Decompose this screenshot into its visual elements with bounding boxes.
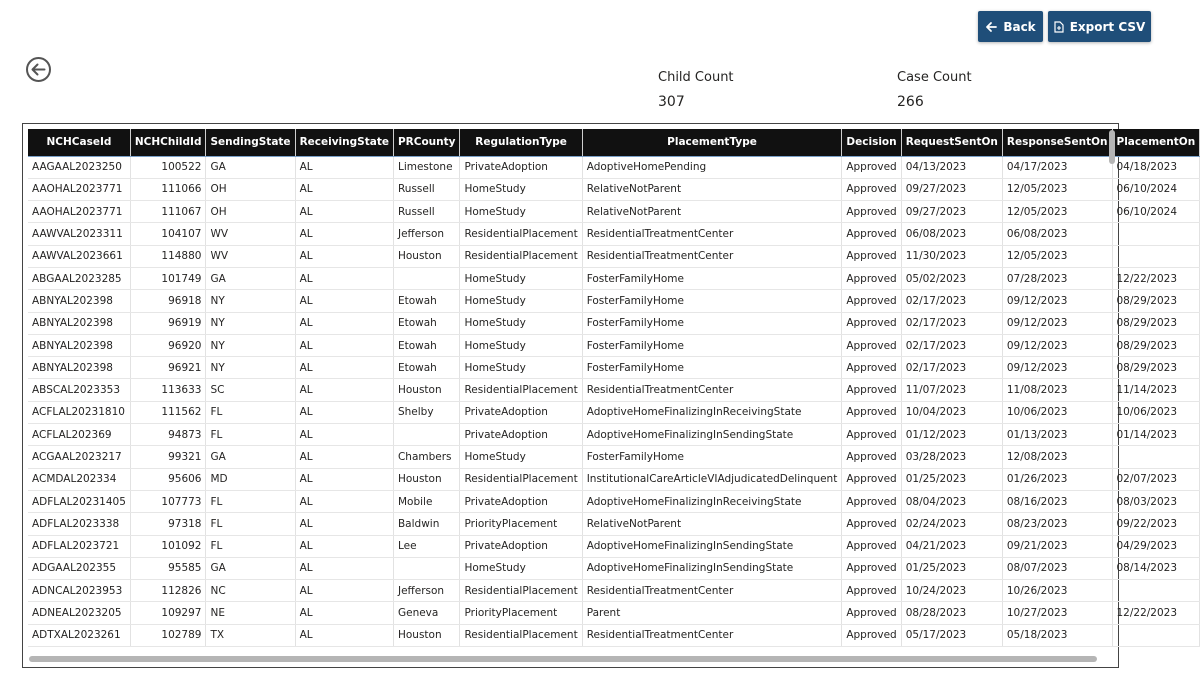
table-cell: HomeStudy xyxy=(460,334,582,356)
table-cell: FL xyxy=(206,424,295,446)
table-cell: AAOHAL2023771 xyxy=(28,178,130,200)
table-cell: AdoptiveHomePending xyxy=(582,156,842,178)
table-cell xyxy=(393,424,460,446)
table-cell: NY xyxy=(206,357,295,379)
table-cell: AL xyxy=(295,290,393,312)
table-cell: 09/27/2023 xyxy=(901,178,1002,200)
table-cell: AL xyxy=(295,201,393,223)
table-cell: Approved xyxy=(842,401,901,423)
table-cell: 96919 xyxy=(130,312,206,334)
table-cell: FL xyxy=(206,490,295,512)
column-header-receivingstate[interactable]: ReceivingState xyxy=(295,129,393,156)
table-cell: 96921 xyxy=(130,357,206,379)
table-cell: Approved xyxy=(842,557,901,579)
table-row[interactable] xyxy=(28,468,1200,490)
table-cell: 04/18/2023 xyxy=(1112,156,1200,178)
table-cell: 08/03/2023 xyxy=(1112,490,1200,512)
table-cell: InstitutionalCareArticleVIAdjudicatedDelinquent xyxy=(582,468,842,490)
table-cell: AL xyxy=(295,557,393,579)
table-cell: HomeStudy xyxy=(460,557,582,579)
back-button-label: Back xyxy=(1003,19,1036,34)
table-cell: AL xyxy=(295,580,393,602)
table-cell: ADNEAL2023205 xyxy=(28,602,130,624)
table-cell: 08/14/2023 xyxy=(1112,557,1200,579)
table-cell: 10/24/2023 xyxy=(901,580,1002,602)
table-cell: 97318 xyxy=(130,513,206,535)
table-cell: AL xyxy=(295,624,393,646)
table-cell: Approved xyxy=(842,468,901,490)
table-row[interactable] xyxy=(28,312,1200,334)
table-cell: PrivateAdoption xyxy=(460,401,582,423)
table-cell: Approved xyxy=(842,357,901,379)
table-cell: Approved xyxy=(842,312,901,334)
table-cell: 06/10/2024 xyxy=(1112,201,1200,223)
table-cell: 12/05/2023 xyxy=(1002,178,1112,200)
table-cell: AL xyxy=(295,357,393,379)
table-header-row xyxy=(28,129,1200,156)
table-cell: Approved xyxy=(842,424,901,446)
table-cell: 102789 xyxy=(130,624,206,646)
table-cell: 02/17/2023 xyxy=(901,312,1002,334)
table-cell: GA xyxy=(206,557,295,579)
table-cell: AL xyxy=(295,490,393,512)
table-cell: ResidentialTreatmentCenter xyxy=(582,580,842,602)
table-cell: 08/28/2023 xyxy=(901,602,1002,624)
table-cell: GA xyxy=(206,156,295,178)
table-cell: 101092 xyxy=(130,535,206,557)
table-cell: Lee xyxy=(393,535,460,557)
table-cell: FL xyxy=(206,401,295,423)
table-cell: Approved xyxy=(842,223,901,245)
table-row[interactable] xyxy=(28,580,1200,602)
table-cell: FosterFamilyHome xyxy=(582,290,842,312)
table-cell: Geneva xyxy=(393,602,460,624)
table-cell: 01/12/2023 xyxy=(901,424,1002,446)
table-cell: 01/14/2023 xyxy=(1112,424,1200,446)
table-cell: 11/08/2023 xyxy=(1002,379,1112,401)
table-cell: Approved xyxy=(842,446,901,468)
column-header-sendingstate[interactable]: SendingState xyxy=(206,129,295,156)
table-cell: HomeStudy xyxy=(460,267,582,289)
table-cell: 08/23/2023 xyxy=(1002,513,1112,535)
table-cell: ResidentialTreatmentCenter xyxy=(582,223,842,245)
child-count-card xyxy=(658,70,734,110)
table-cell: Approved xyxy=(842,624,901,646)
table-cell: Houston xyxy=(393,245,460,267)
table-cell: AL xyxy=(295,312,393,334)
table-cell: Jefferson xyxy=(393,580,460,602)
table-cell: AL xyxy=(295,267,393,289)
table-cell: 04/29/2023 xyxy=(1112,535,1200,557)
table-cell: Approved xyxy=(842,290,901,312)
vertical-scrollbar[interactable] xyxy=(1109,130,1115,164)
table-cell: 09/12/2023 xyxy=(1002,290,1112,312)
table-cell: Chambers xyxy=(393,446,460,468)
table-cell: 09/22/2023 xyxy=(1112,513,1200,535)
column-header-regulationtype[interactable]: RegulationType xyxy=(460,129,582,156)
table-cell: RelativeNotParent xyxy=(582,513,842,535)
table-cell: 99321 xyxy=(130,446,206,468)
table-cell: 01/25/2023 xyxy=(901,557,1002,579)
table-row[interactable] xyxy=(28,267,1200,289)
table-cell: 08/29/2023 xyxy=(1112,312,1200,334)
table-cell: 101749 xyxy=(130,267,206,289)
table-cell: HomeStudy xyxy=(460,201,582,223)
table-cell: 06/08/2023 xyxy=(1002,223,1112,245)
table-cell: Baldwin xyxy=(393,513,460,535)
back-button[interactable] xyxy=(978,11,1043,42)
table-cell: ResidentialPlacement xyxy=(460,468,582,490)
table-cell xyxy=(393,267,460,289)
export-csv-button[interactable] xyxy=(1048,11,1151,42)
table-row[interactable] xyxy=(28,513,1200,535)
table-cell: ABNYAL202398 xyxy=(28,312,130,334)
table-cell: FosterFamilyHome xyxy=(582,312,842,334)
column-header-placementtype[interactable]: PlacementType xyxy=(582,129,842,156)
table-cell: ResidentialPlacement xyxy=(460,624,582,646)
table-cell: 02/17/2023 xyxy=(901,334,1002,356)
table-cell: Approved xyxy=(842,513,901,535)
table-cell: 12/05/2023 xyxy=(1002,245,1112,267)
table-cell: 11/07/2023 xyxy=(901,379,1002,401)
table-cell: 112826 xyxy=(130,580,206,602)
table-cell: ResidentialTreatmentCenter xyxy=(582,379,842,401)
horizontal-scrollbar[interactable] xyxy=(29,656,1097,662)
table-cell: RelativeNotParent xyxy=(582,178,842,200)
table-cell: AL xyxy=(295,334,393,356)
table-cell: GA xyxy=(206,267,295,289)
table-cell: 11/14/2023 xyxy=(1112,379,1200,401)
table-row[interactable] xyxy=(28,379,1200,401)
table-cell: HomeStudy xyxy=(460,357,582,379)
table-cell: ADFLAL2023338 xyxy=(28,513,130,535)
table-cell: PriorityPlacement xyxy=(460,513,582,535)
table-cell: AAWVAL2023311 xyxy=(28,223,130,245)
column-header-requestsenton[interactable]: RequestSentOn xyxy=(901,129,1002,156)
table-cell: Approved xyxy=(842,178,901,200)
table-cell: OH xyxy=(206,201,295,223)
table-row[interactable] xyxy=(28,201,1200,223)
table-cell: HomeStudy xyxy=(460,290,582,312)
table-cell: 02/17/2023 xyxy=(901,290,1002,312)
table-cell: AL xyxy=(295,535,393,557)
table-cell: 04/17/2023 xyxy=(1002,156,1112,178)
table-cell: Limestone xyxy=(393,156,460,178)
table-cell: 02/07/2023 xyxy=(1112,468,1200,490)
table-row[interactable] xyxy=(28,446,1200,468)
table-cell: HomeStudy xyxy=(460,446,582,468)
table-cell: ADFLAL20231405 xyxy=(28,490,130,512)
table-cell: Mobile xyxy=(393,490,460,512)
table-cell: 04/13/2023 xyxy=(901,156,1002,178)
table-cell: AL xyxy=(295,424,393,446)
table-cell: FosterFamilyHome xyxy=(582,334,842,356)
table-cell: 12/08/2023 xyxy=(1002,446,1112,468)
table-cell: Etowah xyxy=(393,290,460,312)
table-cell: PrivateAdoption xyxy=(460,535,582,557)
table-cell: 114880 xyxy=(130,245,206,267)
table-cell: MD xyxy=(206,468,295,490)
table-cell: AdoptiveHomeFinalizingInSendingState xyxy=(582,535,842,557)
table-cell: 01/25/2023 xyxy=(901,468,1002,490)
table-cell: Approved xyxy=(842,535,901,557)
table-cell: 08/29/2023 xyxy=(1112,357,1200,379)
table-cell: PrivateAdoption xyxy=(460,490,582,512)
table-cell: ResidentialTreatmentCenter xyxy=(582,245,842,267)
table-cell: 111562 xyxy=(130,401,206,423)
table-cell: 05/18/2023 xyxy=(1002,624,1112,646)
table-row[interactable] xyxy=(28,624,1200,646)
table-cell: HomeStudy xyxy=(460,312,582,334)
table-cell: FL xyxy=(206,535,295,557)
table-cell: AL xyxy=(295,468,393,490)
table-cell xyxy=(1112,580,1200,602)
table-cell xyxy=(1112,446,1200,468)
table-cell: 08/29/2023 xyxy=(1112,334,1200,356)
table-cell xyxy=(1112,624,1200,646)
table-cell: 95585 xyxy=(130,557,206,579)
cases-table-visual xyxy=(22,123,1196,668)
back-circle-icon[interactable] xyxy=(25,56,52,83)
table-cell: AdoptiveHomeFinalizingInSendingState xyxy=(582,424,842,446)
table-cell: 107773 xyxy=(130,490,206,512)
table-cell: Houston xyxy=(393,468,460,490)
table-cell: Approved xyxy=(842,201,901,223)
table-cell: Approved xyxy=(842,379,901,401)
table-cell xyxy=(393,557,460,579)
table-cell: GA xyxy=(206,446,295,468)
table-cell: FosterFamilyHome xyxy=(582,446,842,468)
table-row[interactable] xyxy=(28,245,1200,267)
table-cell: Jefferson xyxy=(393,223,460,245)
table-cell: 109297 xyxy=(130,602,206,624)
table-body xyxy=(28,156,1200,647)
table-cell: ABNYAL202398 xyxy=(28,334,130,356)
table-cell: FosterFamilyHome xyxy=(582,357,842,379)
table-cell: ResidentialPlacement xyxy=(460,245,582,267)
table-cell: ACFLAL20231810 xyxy=(28,401,130,423)
table-cell: Approved xyxy=(842,267,901,289)
table-cell: NY xyxy=(206,334,295,356)
table-viewport xyxy=(28,129,1196,657)
table-row[interactable] xyxy=(28,602,1200,624)
table-cell: AL xyxy=(295,401,393,423)
table-cell: 100522 xyxy=(130,156,206,178)
table-cell: AL xyxy=(295,602,393,624)
table-cell: 01/26/2023 xyxy=(1002,468,1112,490)
table-cell: Etowah xyxy=(393,357,460,379)
table-cell: 02/24/2023 xyxy=(901,513,1002,535)
table-cell: AL xyxy=(295,156,393,178)
table-cell: ADGAAL202355 xyxy=(28,557,130,579)
table-cell: PriorityPlacement xyxy=(460,602,582,624)
table-cell xyxy=(1112,245,1200,267)
table-cell: 10/04/2023 xyxy=(901,401,1002,423)
table-cell: Approved xyxy=(842,245,901,267)
table-cell: Houston xyxy=(393,379,460,401)
table-cell: AAWVAL2023661 xyxy=(28,245,130,267)
column-header-responsesenton[interactable]: ResponseSentOn xyxy=(1002,129,1112,156)
column-header-decision[interactable]: Decision xyxy=(842,129,901,156)
table-cell: 09/12/2023 xyxy=(1002,334,1112,356)
table-cell: Approved xyxy=(842,602,901,624)
table-cell: AAOHAL2023771 xyxy=(28,201,130,223)
table-row[interactable] xyxy=(28,557,1200,579)
table-row[interactable] xyxy=(28,156,1200,178)
table-cell: ADFLAL2023721 xyxy=(28,535,130,557)
table-cell xyxy=(1112,223,1200,245)
table-cell: Houston xyxy=(393,624,460,646)
table-cell: ResidentialPlacement xyxy=(460,580,582,602)
table-cell: 07/28/2023 xyxy=(1002,267,1112,289)
table-cell: HomeStudy xyxy=(460,178,582,200)
column-header-prcounty[interactable]: PRCounty xyxy=(393,129,460,156)
table-row[interactable] xyxy=(28,334,1200,356)
table-cell: Shelby xyxy=(393,401,460,423)
table-cell: 10/26/2023 xyxy=(1002,580,1112,602)
table-cell: 05/17/2023 xyxy=(901,624,1002,646)
table-cell: AL xyxy=(295,446,393,468)
table-cell: NE xyxy=(206,602,295,624)
table-cell: NY xyxy=(206,312,295,334)
table-cell: 03/28/2023 xyxy=(901,446,1002,468)
table-cell: AL xyxy=(295,513,393,535)
table-row[interactable] xyxy=(28,490,1200,512)
column-header-placementon[interactable]: PlacementOn xyxy=(1112,129,1200,156)
table-cell: WV xyxy=(206,245,295,267)
table-cell: 09/21/2023 xyxy=(1002,535,1112,557)
table-row[interactable] xyxy=(28,357,1200,379)
table-cell: 96918 xyxy=(130,290,206,312)
table-cell: AdoptiveHomeFinalizingInReceivingState xyxy=(582,401,842,423)
table-cell: 06/08/2023 xyxy=(901,223,1002,245)
table-cell: 104107 xyxy=(130,223,206,245)
table-cell: ABGAAL2023285 xyxy=(28,267,130,289)
table-cell: PrivateAdoption xyxy=(460,156,582,178)
table-cell: AL xyxy=(295,223,393,245)
table-cell: 09/27/2023 xyxy=(901,201,1002,223)
cases-table xyxy=(28,129,1200,647)
table-cell: AdoptiveHomeFinalizingInReceivingState xyxy=(582,490,842,512)
table-cell: Etowah xyxy=(393,312,460,334)
table-cell: NY xyxy=(206,290,295,312)
case-count-card xyxy=(897,70,972,110)
column-header-nchchildid[interactable]: NCHChildId xyxy=(130,129,206,156)
table-cell: AL xyxy=(295,178,393,200)
table-cell: 09/12/2023 xyxy=(1002,312,1112,334)
table-cell: Approved xyxy=(842,580,901,602)
child-count-label: Child Count xyxy=(658,70,734,85)
table-cell: ACMDAL202334 xyxy=(28,468,130,490)
table-cell: 08/04/2023 xyxy=(901,490,1002,512)
table-cell: 111066 xyxy=(130,178,206,200)
case-count-value: 266 xyxy=(897,94,924,110)
table-cell: ABNYAL202398 xyxy=(28,357,130,379)
case-count-label: Case Count xyxy=(897,70,972,85)
table-cell: 06/10/2024 xyxy=(1112,178,1200,200)
table-cell: 09/12/2023 xyxy=(1002,357,1112,379)
table-cell: Approved xyxy=(842,156,901,178)
table-cell: 05/02/2023 xyxy=(901,267,1002,289)
table-cell: 96920 xyxy=(130,334,206,356)
table-row[interactable] xyxy=(28,178,1200,200)
table-cell: Approved xyxy=(842,490,901,512)
table-cell: Etowah xyxy=(393,334,460,356)
table-cell: 10/06/2023 xyxy=(1002,401,1112,423)
arrow-left-icon xyxy=(985,21,997,33)
table-cell: ACGAAL2023217 xyxy=(28,446,130,468)
table-cell: ABNYAL202398 xyxy=(28,290,130,312)
table-cell: 11/30/2023 xyxy=(901,245,1002,267)
table-cell: SC xyxy=(206,379,295,401)
table-row[interactable] xyxy=(28,401,1200,423)
table-cell: 12/22/2023 xyxy=(1112,602,1200,624)
table-cell: NC xyxy=(206,580,295,602)
table-row[interactable] xyxy=(28,424,1200,446)
child-count-value: 307 xyxy=(658,94,685,110)
table-cell: FL xyxy=(206,513,295,535)
table-cell: AdoptiveHomeFinalizingInSendingState xyxy=(582,557,842,579)
table-row[interactable] xyxy=(28,290,1200,312)
file-export-icon xyxy=(1054,21,1064,33)
table-cell: 10/27/2023 xyxy=(1002,602,1112,624)
table-cell: 02/17/2023 xyxy=(901,357,1002,379)
table-row[interactable] xyxy=(28,223,1200,245)
table-row[interactable] xyxy=(28,535,1200,557)
table-cell: ACFLAL202369 xyxy=(28,424,130,446)
table-cell: FosterFamilyHome xyxy=(582,267,842,289)
table-cell: 12/22/2023 xyxy=(1112,267,1200,289)
table-cell: Russell xyxy=(393,178,460,200)
table-cell: 10/06/2023 xyxy=(1112,401,1200,423)
table-cell: 08/29/2023 xyxy=(1112,290,1200,312)
table-cell: PrivateAdoption xyxy=(460,424,582,446)
table-cell: ABSCAL2023353 xyxy=(28,379,130,401)
table-cell: AL xyxy=(295,379,393,401)
table-cell: ResidentialTreatmentCenter xyxy=(582,624,842,646)
table-cell: ResidentialPlacement xyxy=(460,379,582,401)
table-cell: 111067 xyxy=(130,201,206,223)
table-cell: RelativeNotParent xyxy=(582,201,842,223)
table-cell: AAGAAL2023250 xyxy=(28,156,130,178)
table-cell: 94873 xyxy=(130,424,206,446)
table-cell: 95606 xyxy=(130,468,206,490)
table-cell: OH xyxy=(206,178,295,200)
table-cell: WV xyxy=(206,223,295,245)
table-cell: 08/16/2023 xyxy=(1002,490,1112,512)
table-cell: ResidentialPlacement xyxy=(460,223,582,245)
table-cell: TX xyxy=(206,624,295,646)
column-header-nchcaseid[interactable]: NCHCaseId xyxy=(28,129,130,156)
table-cell: ADTXAL2023261 xyxy=(28,624,130,646)
export-csv-label: Export CSV xyxy=(1069,19,1146,34)
table-cell: 12/05/2023 xyxy=(1002,201,1112,223)
table-cell: 08/07/2023 xyxy=(1002,557,1112,579)
table-cell: Parent xyxy=(582,602,842,624)
table-cell: 04/21/2023 xyxy=(901,535,1002,557)
table-cell: 113633 xyxy=(130,379,206,401)
table-cell: Approved xyxy=(842,334,901,356)
table-cell: Russell xyxy=(393,201,460,223)
table-cell: 01/13/2023 xyxy=(1002,424,1112,446)
table-cell: AL xyxy=(295,245,393,267)
table-cell: ADNCAL2023953 xyxy=(28,580,130,602)
